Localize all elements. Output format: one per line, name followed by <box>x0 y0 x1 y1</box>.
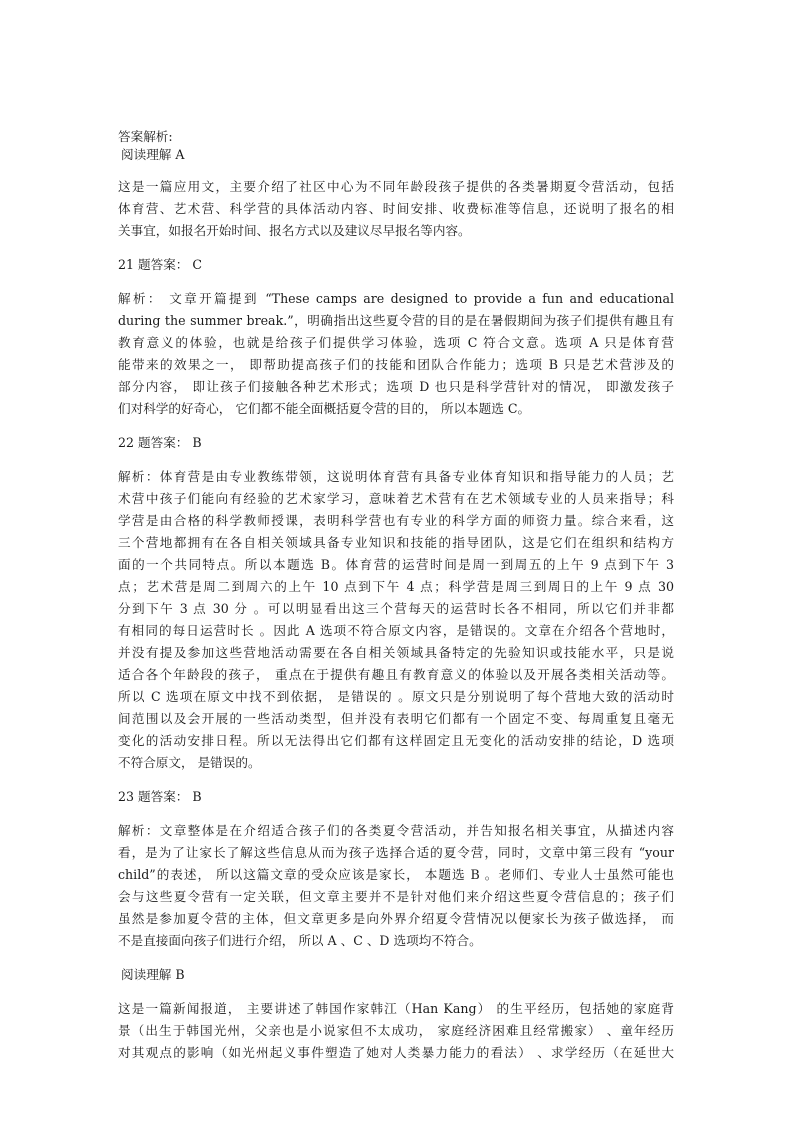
text-line: 这是一篇应用文，主要介绍了社区中心为不同年龄段孩子提供的各类暑期夏令营活动，包括 <box>118 179 674 194</box>
text-line: 点；艺术营是周二到周六的上午 10 点到下午 4 点；科学营是周三到周日的上午 9 点 30 <box>118 579 674 594</box>
text-line: child”的表述， 所以这篇文章的受众应该是家长， 本题选 B 。老师们、专业人士虽然可能也 <box>118 867 674 882</box>
text-line: 所以 C 选项在原文中找不到依据， 是错误的 。原文只是分别说明了每个营地大致的活动时 <box>118 689 674 704</box>
text-line: 面的一个共同特点。所以本题选 B。体育营的运营时间是周一到周五的上午 9 点到下午 3 <box>118 557 674 572</box>
text-line: 并没有提及参加这些营地活动需要在各自相关领域具备特定的先验知识或技能水平，只是说 <box>118 645 674 660</box>
summary-paragraph-b <box>118 998 674 1064</box>
text-line: 分到下午 3 点 30 分 。可以明显看出这三个营每天的运营时长各不相同，所以它们并非都 <box>118 601 674 616</box>
text-line: 三个营地都拥有在各自相关领域具备专业知识和技能的指导团队，这是它们在组织和结构方 <box>118 535 674 550</box>
section-heading-a: 阅读理解 A <box>121 147 185 162</box>
text-line: 教育意义的体验，也就是给孩子们提供学习体验，选项 C 符合文意。选项 A 只是体育营 <box>118 335 674 350</box>
text-line: 学营是由合格的科学教师授课，表明科学营也有专业的科学方面的师资力量。综合来看，这 <box>118 513 674 528</box>
text-line: 不符合原文， 是错误的。 <box>118 755 261 770</box>
text-line: 这是一篇新闻报道， 主要讲述了韩国作家韩江（Han Kang） 的生平经历，包括她的家庭背 <box>118 1001 674 1016</box>
text-line: 能带来的效果之一， 即帮助提高孩子们的技能和团队合作能力；选项 B 只是艺术营涉及的 <box>118 357 674 372</box>
summary-paragraph-a <box>118 176 674 242</box>
text-line: 解析： 文章开篇提到 “These camps are designed to provide a fun and educational <box>118 291 674 306</box>
text-line: 间范围以及会开展的一些活动类型，但并没有表明它们都有一个固定不变、每周重复且毫无 <box>118 711 674 726</box>
text-line: 对其观点的影响（如光州起义事件塑造了她对人类暴力能力的看法） 、求学经历（在延世大 <box>118 1045 674 1060</box>
text-line: during the summer break.”，明确指出这些夏令营的目的是在暑假期间为孩子们提供有趣且有 <box>118 313 674 328</box>
question-22-explanation <box>118 466 674 774</box>
text-line: 变化的活动安排日程。所以无法得出它们都有这样固定且无变化的活动安排的结论，D 选项 <box>118 733 674 748</box>
text-line: 有相同的每日运营时长 。因此 A 选项不符合原文内容，是错误的。文章在介绍各个营地时， <box>118 623 674 638</box>
text-line: 虽然是参加夏令营的主体，但文章更多是向外界介绍夏令营情况以便家长为孩子做选择， 而 <box>118 911 674 926</box>
text-line: 关事宜，如报名开始时间、报名方式以及建议尽早报名等内容。 <box>118 223 471 238</box>
section-heading-b: 阅读理解 B <box>121 967 185 982</box>
text-line: 解析：体育营是由专业教练带领，这说明体育营有具备专业体育知识和指导能力的人员；艺 <box>118 469 674 484</box>
text-line: 们对科学的好奇心， 它们都不能全面概括夏令营的目的， 所以本题选 C。 <box>118 401 531 416</box>
text-line: 看，是为了让家长了解这些信息从而为孩子选择合适的夏令营，同时，文章中第三段有 “your <box>118 845 674 860</box>
text-line: 术营中孩子们能向有经验的艺术家学习，意味着艺术营有在艺术领域专业的人员来指导；科 <box>118 491 674 506</box>
question-21-answer: 21 题答案： C <box>118 257 203 272</box>
text-line: 不是直接面向孩子们进行介绍， 所以 A 、C 、D 选项均不符合。 <box>118 933 482 948</box>
text-line: 会与这些夏令营有一定关联，但文章主要并不是针对他们来介绍这些夏令营信息的；孩子们 <box>118 889 674 904</box>
text-line: 解析：文章整体是在介绍适合孩子们的各类夏令营活动，并告知报名相关事宜，从描述内容 <box>118 823 674 838</box>
question-23-explanation <box>118 820 674 952</box>
question-23-answer: 23 题答案： B <box>118 789 202 804</box>
answer-analysis-title: 答案解析: <box>118 129 173 144</box>
text-line: 部分内容， 即让孩子们接触各种艺术形式；选项 D 也只是科学营针对的情况， 即激发孩子 <box>118 379 674 394</box>
text-line: 适合各个年龄段的孩子， 重点在于提供有趣且有教育意义的体验以及开展各类相关活动等。 <box>118 667 674 682</box>
text-line: 体育营、艺术营、科学营的具体活动内容、时间安排、收费标准等信息，还说明了报名的相 <box>118 201 674 216</box>
document-page <box>118 128 674 1064</box>
question-22-answer: 22 题答案： B <box>118 435 202 450</box>
question-21-explanation <box>118 288 674 420</box>
text-line: 景（出生于韩国光州，父亲也是小说家但不太成功， 家庭经济困难且经常搬家） 、童年经历 <box>118 1023 674 1038</box>
